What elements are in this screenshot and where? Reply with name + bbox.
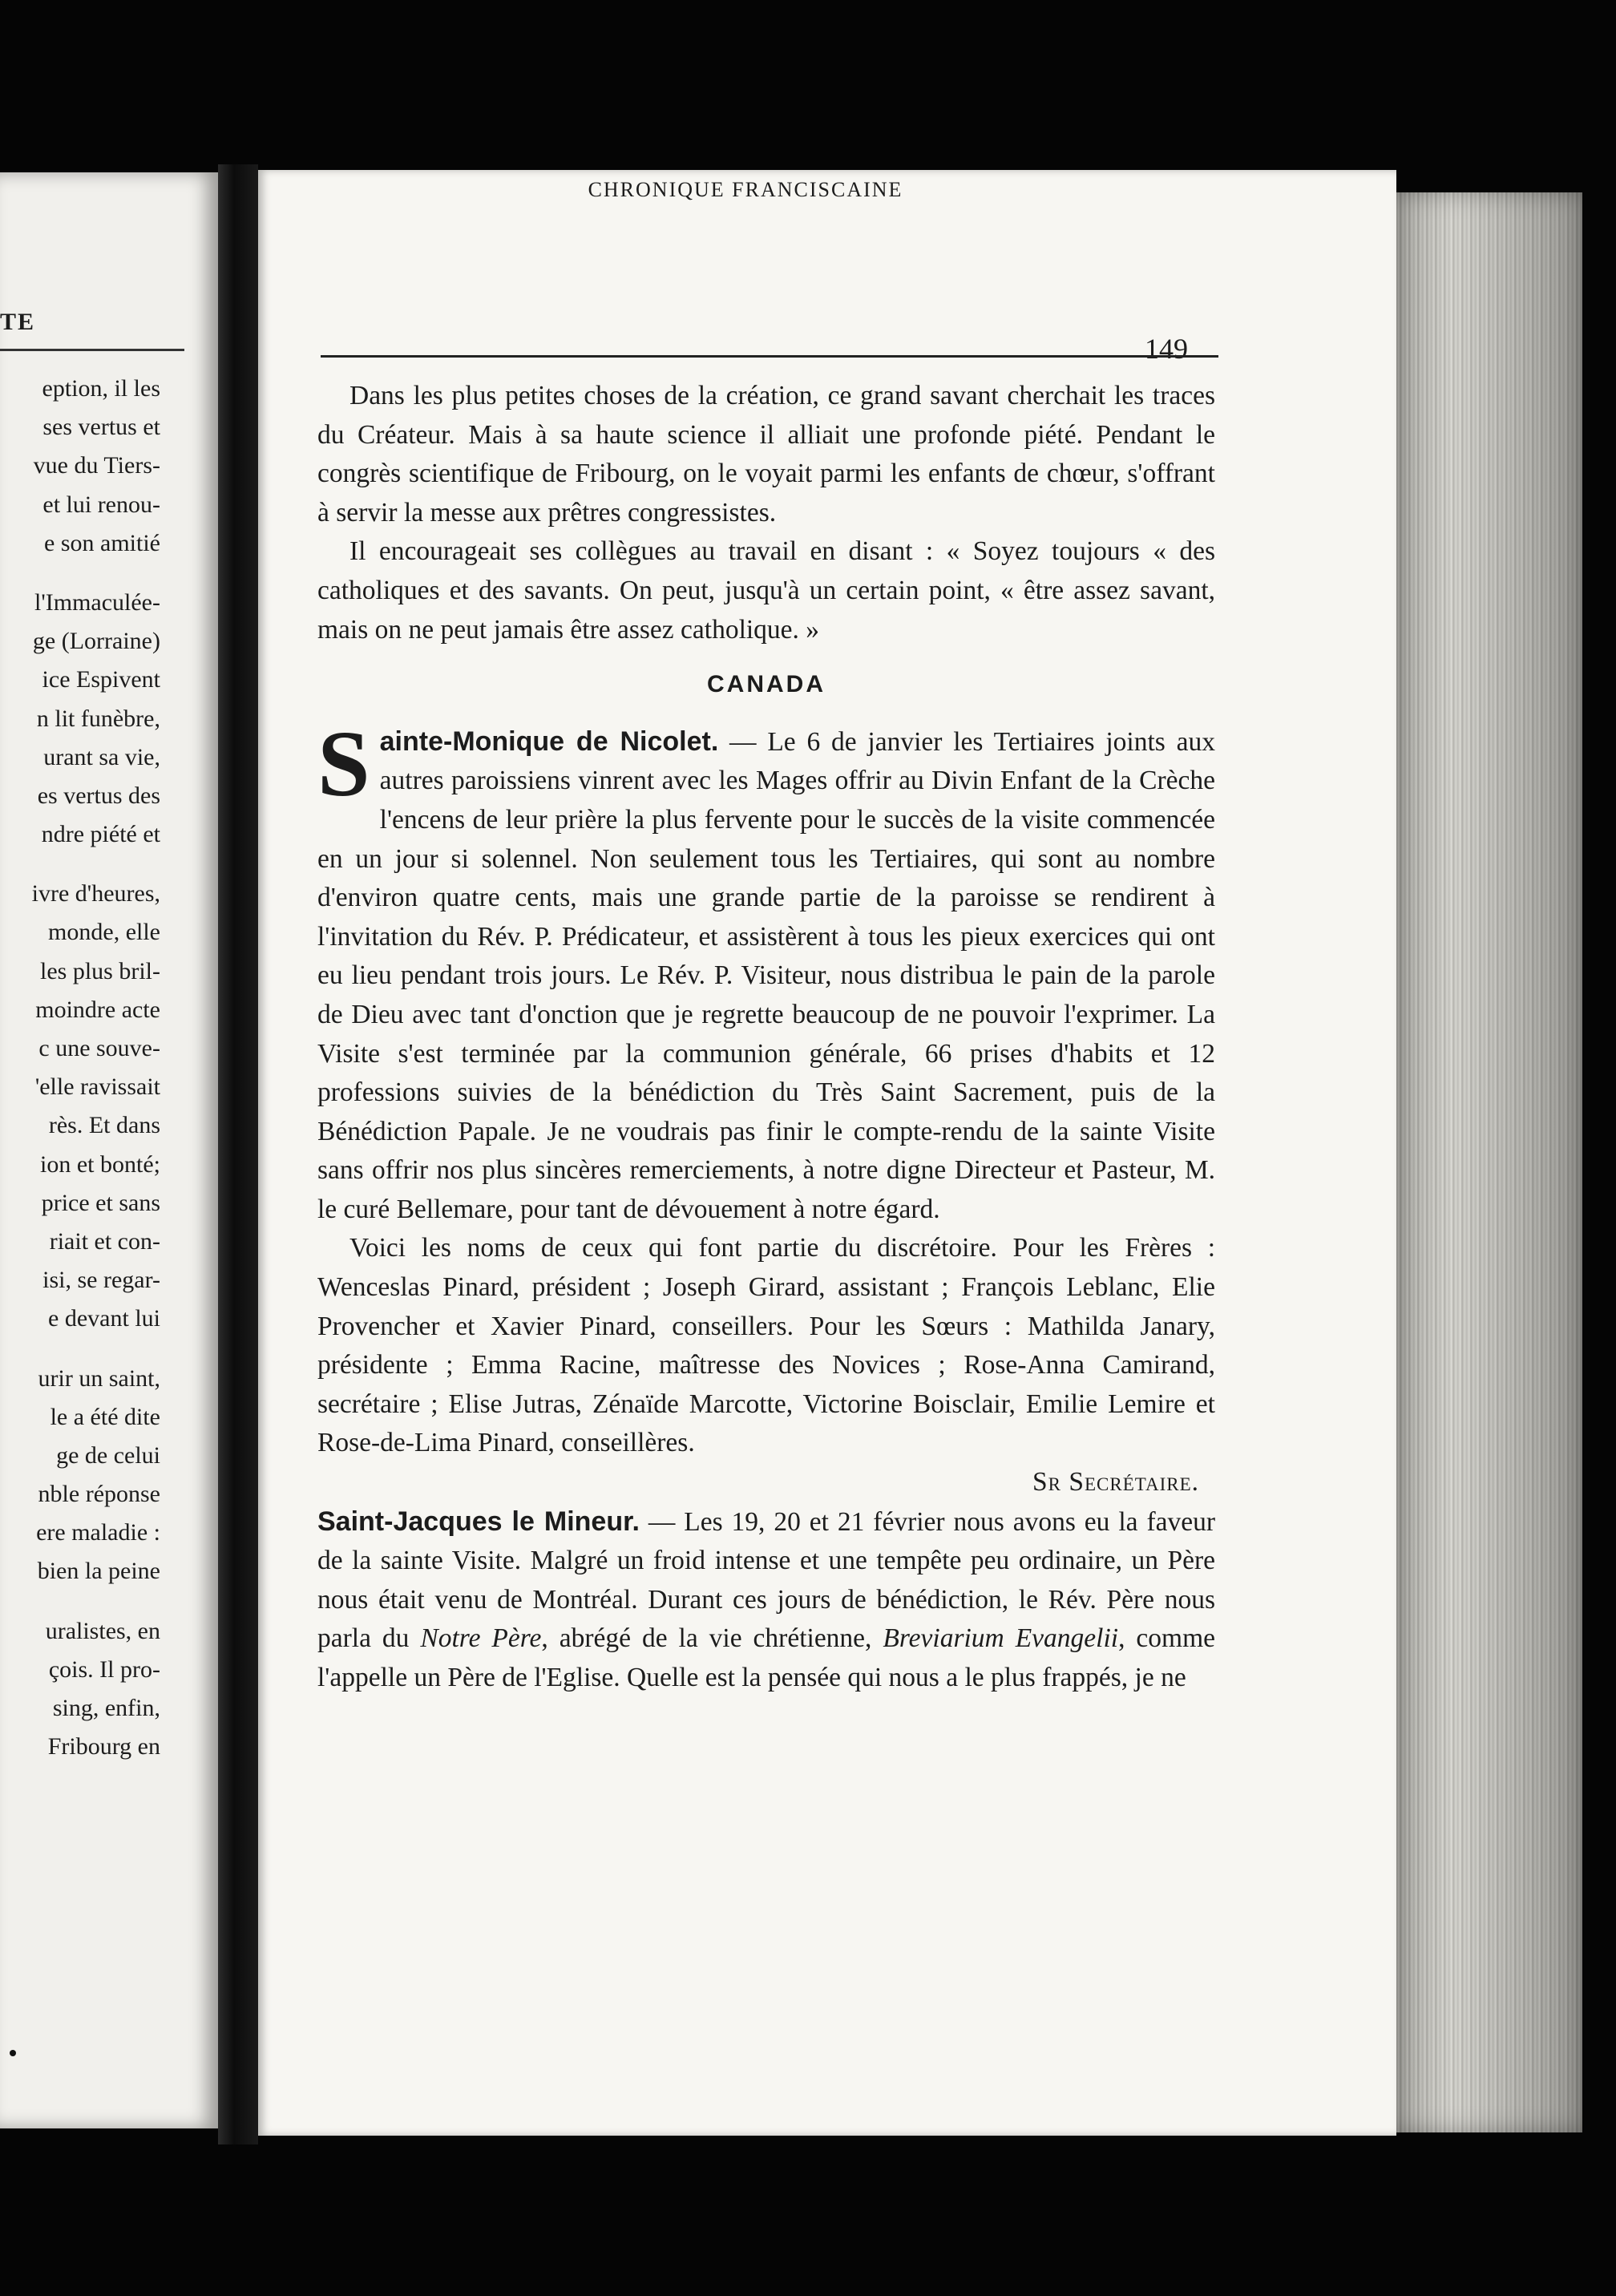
- left-page-line: n lit funèbre,: [36, 705, 160, 732]
- left-page-line: urant sa vie,: [43, 743, 160, 770]
- entry-text-a: — Les 19, 20 et 21 février nous avons eu la faveur de la sainte Visite. Malgré un froid intense et une tempête peu ordinaire, un Père nous était venu de Montréal. Durant ces jours de bénédiction, le Rév. Père nous parla du: [317, 1506, 1215, 1654]
- left-page-line: vue du Tiers-: [33, 452, 160, 479]
- left-page-line: price et sans: [41, 1189, 160, 1216]
- left-page-line: bien la peine: [37, 1558, 160, 1585]
- paragraph-2: Il encourageait ses collègues au travail en disant : « Soyez toujours « des catholiques et des savants. On peut, jusqu'à un certain point, « être assez savant, mais on ne peut jamais être assez catholique. »: [317, 536, 1215, 645]
- left-page-line: monde, elle: [48, 919, 160, 946]
- italic-notre-pere: Notre Père: [420, 1623, 542, 1654]
- left-page-line: Fribourg en: [47, 1733, 160, 1760]
- italic-breviarium: Breviarium Evangelii: [883, 1623, 1119, 1654]
- left-page-line: sing, enfin,: [52, 1695, 160, 1721]
- running-head: CHRONIQUE FRANCISCAINE: [588, 178, 903, 201]
- left-page-line: nble réponse: [38, 1481, 160, 1508]
- left-page-line: es vertus des: [37, 782, 160, 809]
- entry-title-saint-jacques: Saint-Jacques le Mineur.: [317, 1506, 640, 1537]
- left-page-mark: [10, 2050, 16, 2056]
- drop-cap: S: [317, 710, 370, 816]
- left-page-line: eption, il les: [42, 375, 160, 402]
- left-page-line: ge de celui: [56, 1441, 160, 1469]
- section-title: CANADA: [707, 671, 826, 698]
- header-rule: [321, 355, 1218, 358]
- book-gutter: [218, 164, 258, 2144]
- left-page-line: urir un saint,: [38, 1364, 160, 1392]
- left-page-line: ndre piété et: [41, 821, 160, 848]
- left-page-line: ses vertus et: [42, 414, 160, 441]
- left-page-line: ere maladie :: [36, 1519, 160, 1546]
- left-page-line: le a été dite: [50, 1403, 160, 1430]
- left-page-line: c une souve-: [38, 1035, 160, 1061]
- entry-saint-jacques: [317, 1502, 1215, 1698]
- left-page-line: [0, 1339, 160, 1360]
- page-body: [317, 377, 1215, 1698]
- left-page-line: les plus bril-: [40, 957, 160, 984]
- left-page-line: ice Espivent: [42, 666, 160, 693]
- page-edges: [1396, 192, 1582, 2132]
- left-page-line: [0, 854, 160, 875]
- left-page-line: [0, 563, 160, 584]
- left-page-line: e son amitié: [44, 529, 160, 556]
- left-page-line: rès. Et dans: [48, 1112, 160, 1139]
- entry-title-sainte-monique: ainte-Monique de Nicolet.: [379, 726, 719, 757]
- left-page-line: e devant lui: [48, 1305, 160, 1332]
- left-page-text: [0, 370, 160, 1766]
- left-running-head: TE: [0, 309, 36, 335]
- entry-text-b: , abrégé de la vie chrétienne,: [541, 1623, 883, 1654]
- left-page-line: 'elle ravissait: [34, 1073, 160, 1101]
- left-page-line: ivre d'heures,: [31, 880, 160, 907]
- entry-sainte-monique: [317, 710, 1215, 1230]
- signature: Sr Secrétaire.: [1032, 1467, 1199, 1498]
- left-page-line: l'Immaculée-: [34, 588, 160, 616]
- paragraph-1: Dans les plus petites choses de la création, ce grand savant cherchait les traces du Créateur. Mais à sa haute science il alliait une profonde piété. Pendant le congrès scientifique de Fribourg, on le voyait parmi les enfants de chœur, s'offrant à servir la messe aux prêtres congressistes.: [317, 381, 1215, 528]
- entry-text-sainte-monique: — Le 6 de janvier les Tertiaires joints aux autres paroissiens vinrent avec les Mages offrir au Divin Enfant de la Crèche l'encens de leur prière la plus fervente pour le succès de la visite commencée en un jour si solennel. Non seulement tous les Tertiaires, qui sont au nombre d'environ quatre cents, mais une grande partie de la paroisse se rendirent à l'invitation du Rév. P. Prédicateur, et assistèrent à tous les pieux exercices qui ont eu lieu pendant trois jours. Le Rév. P. Visiteur, nous distribua le pain de la parole de Dieu avec tant d'onction que je regrette beaucoup de ne pouvoir l'exprimer. La Visite s'est terminée par la communion générale, 66 prises d'habits et 12 professions suivies de la bénédiction du Très Saint Sacrement, puis de la Bénédiction Papale. Je ne voudrais pas finir le compte-rendu de la sainte Visite sans offrir nos plus sincères remerciements, à notre digne Directeur et Pasteur, M. le curé Bellemare, pour tant de dévouement à notre égard.: [317, 726, 1215, 1224]
- left-page-line: riait et con-: [49, 1227, 160, 1255]
- left-page-line: ge (Lorraine): [32, 628, 160, 655]
- left-page-line: isi, se regar-: [42, 1267, 160, 1294]
- left-page-line: ion et bonté;: [40, 1150, 160, 1178]
- left-facing-page: [0, 172, 218, 2128]
- left-page-line: uralistes, en: [45, 1617, 160, 1644]
- left-page-line: çois. Il pro-: [48, 1655, 160, 1683]
- left-page-line: moindre acte: [35, 996, 160, 1023]
- left-page-line: et lui renou-: [42, 491, 160, 518]
- entry-discretoire: Voici les noms de ceux qui font partie du discrétoire. Pour les Frères : Wenceslas Pinard, président ; Joseph Girard, assistant ; François Leblanc, Elie Provencher et Xavier Pinard, conseillers. Pour les Sœurs : Mathilda Janary, présidente ; Emma Racine, maîtresse des Novices ; Rose-Anna Camirand, secrétaire ; Elise Jutras, Zénaïde Marcotte, Victorine Boisclair, Emilie Lemire et Rose-de-Lima Pinard, conseillères.: [317, 1233, 1215, 1458]
- left-page-line: [0, 1591, 160, 1612]
- page-number: 149: [1145, 333, 1188, 365]
- entry-text-c: , comme l'appelle un Père de l'Eglise. Quelle est la pensée qui nous a le plus frappés, je ne: [317, 1623, 1215, 1692]
- left-header-rule: [0, 349, 184, 351]
